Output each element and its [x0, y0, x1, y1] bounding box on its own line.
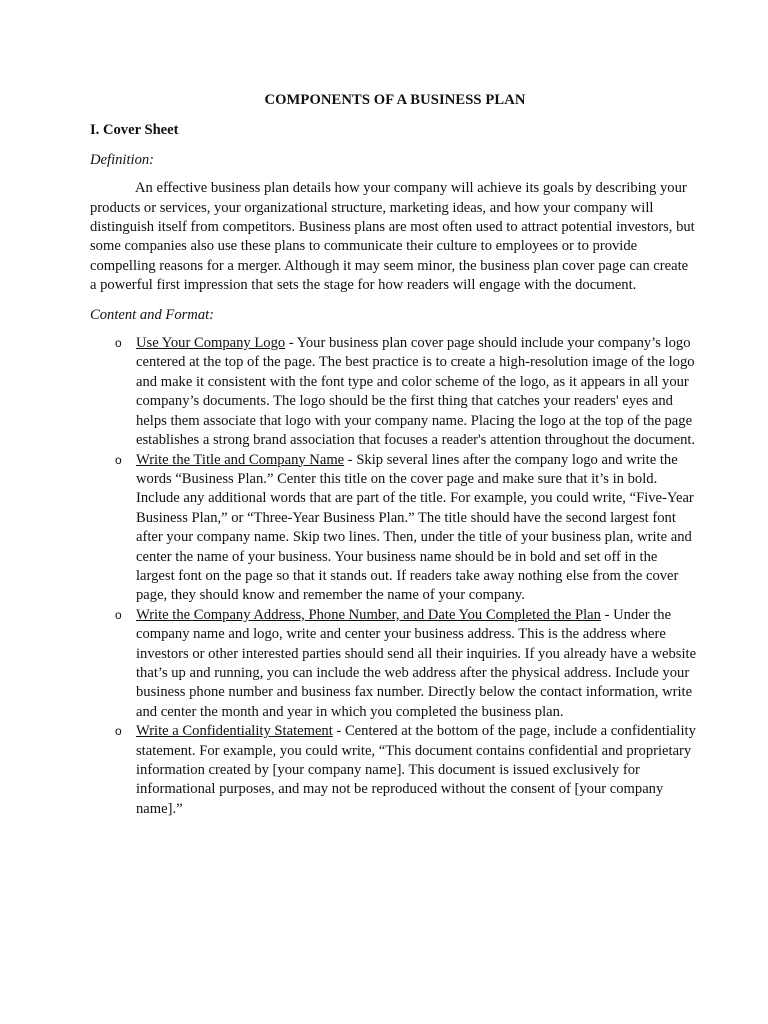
bullet-marker: o: [115, 336, 122, 351]
bullet-text: - Under the company name and logo, write and center your business address. This is the address where investors or other interested parties should send all their inquiries. If you already have a website that’s up and running, you can include the web address after the physical address. Include your business phone number and business fax number. Directly below the contact information, write and center the month and year in which you completed the business plan.: [136, 606, 697, 720]
bullet-heading: Use Your Company Logo: [136, 335, 286, 352]
bullet-text: - Skip several lines after the company logo and write the words “Business Plan.” Center this title on the cover page and make sure that it’s in bold. Include any additional words that are part of the title. For example, you could write, “Five-Year Business Plan,” or “Three-Year Business Plan.” The title should have the second largest font after your company name. Skip two lines. Then, under the title of your business plan, write and center the name of your business. Your business name should be in bold and set off in the largest font on the page so that it stands out. If readers take away nothing else from the cover page, they should know and remember the name of your company.: [136, 451, 694, 604]
content-format-label: Content and Format:: [90, 306, 215, 323]
bullet-heading: Write a Confidentiality Statement: [136, 723, 333, 740]
bullet-marker: o: [115, 724, 122, 739]
bullet-heading: Write the Company Address, Phone Number, and Date You Completed the Plan: [136, 606, 601, 623]
bullet-text: - Your business plan cover page should include your company’s logo centered at the top of the page. The best practice is to create a high-resolution image of the logo and make it consistent with the font type and color scheme of the logo, as it appears in all your company’s documents. The logo should be the first thing that catches your readers' eyes and helps them associate that logo with your company name. Placing the logo at the top of the page establishes a strong brand association that focuses a reader's attention throughout the document.: [136, 335, 696, 449]
definition-paragraph: An effective business plan details how your company will achieve its goals by describing your products or services, your organizational structure, marketing ideas, and how your company will distinguish itself from competitors. Business plans are most often used to attract potential investors, but some companies also use these plans to communicate their culture to employees or to provide compelling reasons for a merger. Although it may seem minor, the business plan cover page can create a powerful first impression that sets the stage for how readers will engage with the document.: [90, 180, 695, 294]
bullet-marker: o: [115, 607, 122, 622]
bullet-heading: Write the Title and Company Name: [136, 451, 345, 468]
document-title: COMPONENTS OF A BUSINESS PLAN: [264, 92, 526, 108]
section-heading: I. Cover Sheet: [90, 122, 179, 139]
bullet-marker: o: [115, 452, 122, 467]
bullet-list: [90, 334, 698, 819]
bullet-item-confidentiality: [90, 722, 698, 819]
definition-label: Definition:: [90, 151, 155, 168]
bullet-text: - Centered at the bottom of the page, include a confidentiality statement. For example, you could write, “This document contains confidential and proprietary information created by [your company name]. This document is issued exclusively for informational purposes, and may not be reproduced without the consent of [your company name].”: [136, 723, 696, 817]
bullet-item-logo: [90, 334, 698, 450]
bullet-item-title: [90, 451, 698, 606]
bullet-item-address: [90, 606, 698, 722]
